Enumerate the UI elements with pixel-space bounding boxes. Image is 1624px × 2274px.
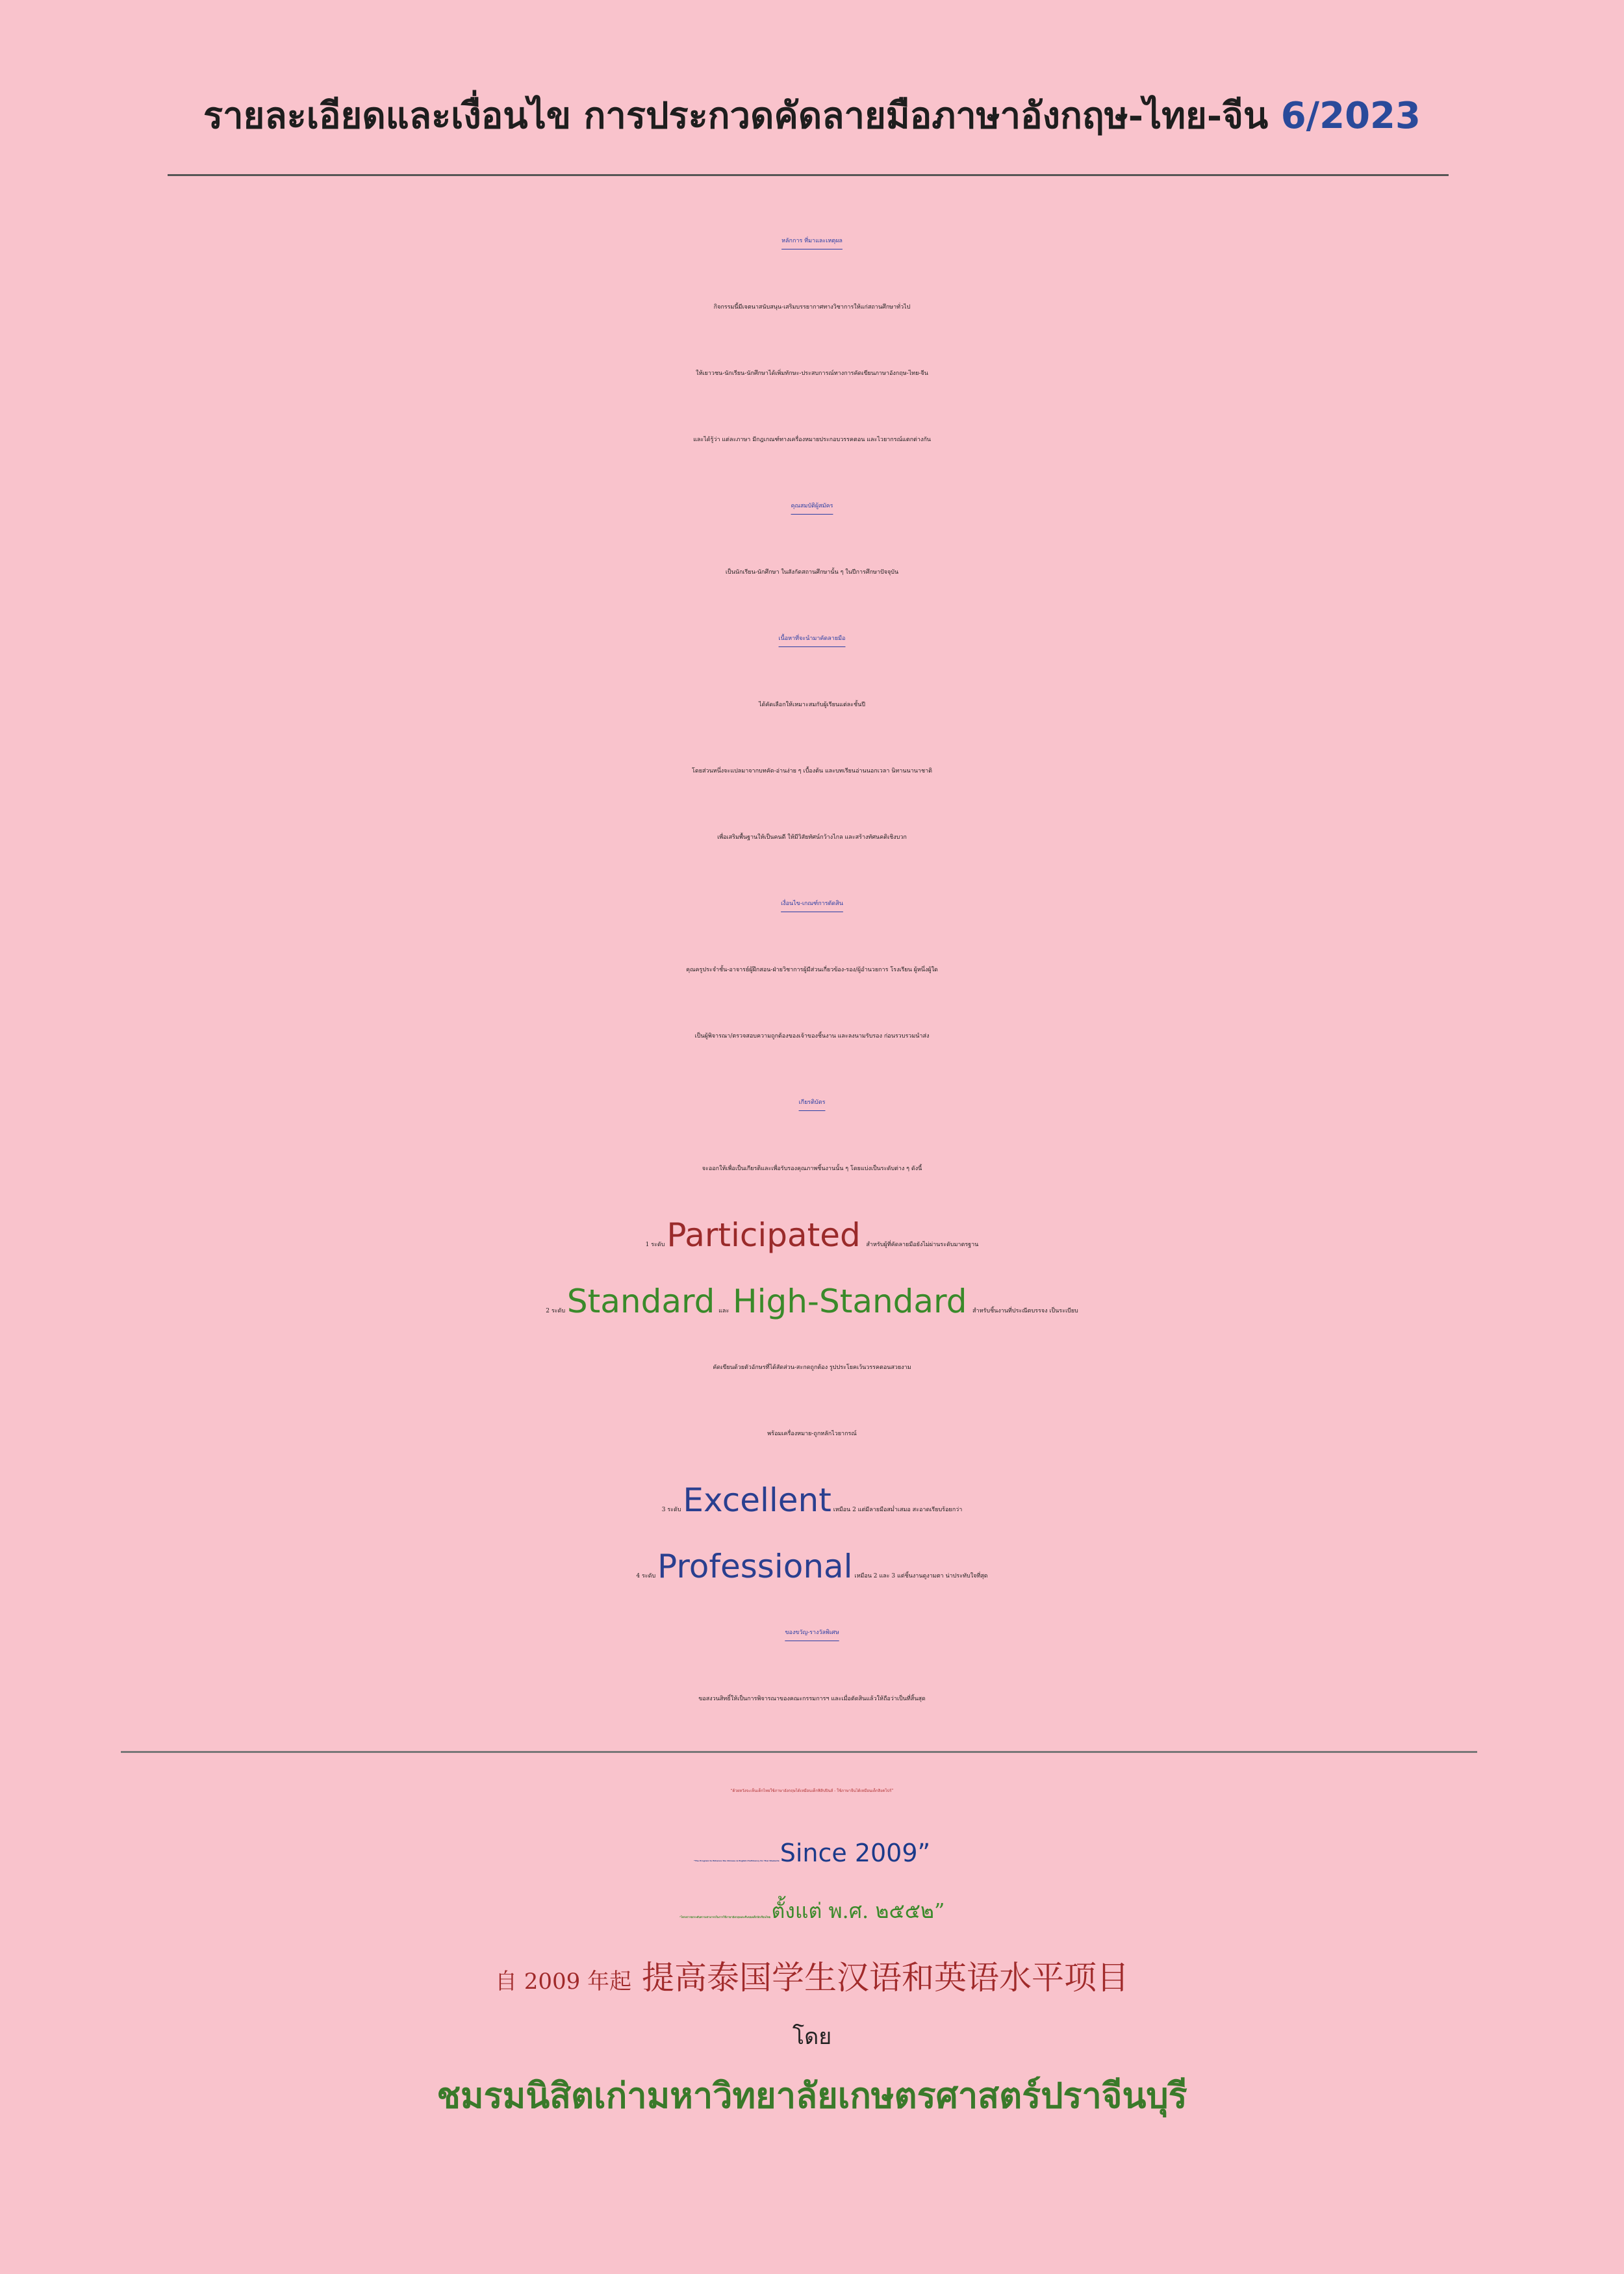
level-description: สำหรับชิ้นงานที่ประณีตบรรจง เป็นระเบียบ	[972, 1308, 1078, 1314]
section-heading-prize: ของขวัญ-รางวัลพิเศษ	[785, 1629, 839, 1636]
program-name-th	[0, 1887, 1624, 1941]
title-divider	[168, 174, 1449, 176]
level-name-standard: Standard	[566, 1283, 715, 1320]
section-heading-certificate: เกียรติบัตร	[798, 1099, 826, 1106]
level-name-excellent: Excellent	[683, 1481, 831, 1519]
level-name-high-standard: High-Standard	[733, 1283, 967, 1320]
principle-line: กิจกรรมนี้มีเจตนาสนับสนุน-เสริมบรรยากาศทางวิชาการให้แก่สถานศึกษาทั่วไป	[713, 304, 911, 311]
footer	[0, 1754, 1624, 2131]
content-line: โดยส่วนหนึ่งจะแปลมาจากบทคัด-อ่านง่าย ๆ เบื้องต้น และบทเรียนอ่านนอกเวลา นิทานนานาชาติ	[692, 768, 932, 774]
content-line: ได้คัดเลือกให้เหมาะสมกับผู้เรียนแต่ละชั้นปี	[758, 702, 865, 708]
content-line: เพื่อเสริมพื้นฐานให้เป็นคนดี ให้มีวิสัยทัศน์กว้างไกล และสร้างทัศนคติเชิงบวก	[717, 834, 907, 841]
title-text: รายละเอียดและเงื่อนไข การประกวดคัดลายมือภาษาอังกฤษ-ไทย-จีน	[203, 94, 1269, 137]
program-name-en-text: “The Program to Enhance the Chinese & English Proficiency for Thai Students	[693, 1859, 780, 1862]
level-description: สำหรับผู้ที่คัดลายมือยังไม่ผ่านระดับมาตรฐาน	[866, 1242, 979, 1248]
level-number: 1 ระดับ	[645, 1242, 665, 1248]
program-since-cn: 自 2009 年起	[494, 1969, 632, 1995]
section-heading-content: เนื้อหาที่จะนำมาคัดลายมือ	[778, 635, 846, 642]
level-joiner: และ	[718, 1308, 730, 1314]
footer-divider	[121, 1751, 1477, 1753]
program-name-th-text: “โครงการยกระดับความสามารถในการใช้ภาษาอังกฤษและจีนของเด็กนักเรียนไทย	[679, 1915, 771, 1919]
motto-quote: “ด้วยหวังจะเห็นเด็กไทยใช้ภาษาอังกฤษได้เหมือนเด็กฟิลิปปินส์ - ใช้ภาษาจีนได้เหมือนเด็กสิงคโปร์”	[730, 1789, 894, 1793]
section-heading-qualification: คุณสมบัติผู้สมัคร	[791, 503, 833, 509]
program-name-cn-text: 提高泰国学生汉语和英语水平项目	[642, 1959, 1130, 1997]
program-name-en	[0, 1827, 1624, 1887]
program-name-cn	[0, 1945, 1624, 2014]
principle-line: ให้เยาวชน-นักเรียน-นักศึกษาได้เพิ่มทักษะ-ประสบการณ์ทางการคัดเขียนภาษาอังกฤษ-ไทย-จีน	[696, 370, 928, 377]
certificate-intro: จะออกให้เพื่อเป็นเกียรติและเพื่อรับรองคุณภาพชิ้นงานนั้น ๆ โดยแบ่งเป็นระดับต่าง ๆ ดังนี้	[702, 1166, 922, 1172]
certificate-level-2-cont: พร้อมเครื่องหมาย-ถูกหลักไวยากรณ์	[767, 1431, 857, 1437]
program-since-th: ตั้งแต่ พ.ศ. ๒๕๕๒”	[771, 1898, 945, 1923]
level-name-participated: Participated	[666, 1216, 861, 1254]
level-name-professional: Professional	[657, 1548, 853, 1585]
organizer-name: ชมรมนิสิตเก่ามหาวิทยาลัยเกษตรศาสตร์ปราจีนบุรี	[437, 2075, 1187, 2116]
level-number: 4 ระดับ	[636, 1573, 656, 1579]
qualification-line: เป็นนักเรียน-นักศึกษา ในสังกัดสถานศึกษานั้น ๆ ในปีการศึกษาปัจจุบัน	[725, 569, 899, 576]
certificate-level-4	[0, 1533, 1624, 1600]
criteria-line: คุณครูประจำชั้น-อาจารย์ผู้ฝึกสอน-ฝ่ายวิชาการผู้มีส่วนเกี่ยวข้อง-รอง/ผู้อำนวยการ โรงเรียน ผู้หนึ่งผู้ใด	[686, 967, 938, 973]
certificate-level-1	[0, 1202, 1624, 1268]
content-body	[0, 208, 1624, 1732]
program-since-en: Since 2009”	[780, 1839, 931, 1867]
level-description: เหมือน 2 แต่มีลายมือสม่ำเสมอ สะอาดเรียบร้อยกว่า	[833, 1507, 963, 1513]
section-heading-criteria: เงื่อนไข-เกณฑ์การตัดสิน	[781, 901, 843, 907]
section-heading-principle: หลักการ ที่มาและเหตุผล	[781, 238, 843, 244]
level-number: 3 ระดับ	[661, 1507, 681, 1513]
edition-label: 6/2023	[1280, 95, 1421, 137]
certificate-level-3	[0, 1467, 1624, 1533]
page-title	[0, 90, 1624, 142]
certificate-level-2-cont: คัดเขียนด้วยตัวอักษรที่ได้สัดส่วน-สะกดถูกต้อง รูปประโยคเว้นวรรคตอนสวยงาม	[713, 1364, 911, 1371]
principle-line: และได้รู้ว่า แต่ละภาษา มีกฎเกณฑ์ทางเครื่องหมายประกอบวรรคตอน และไวยากรณ์แตกต่างกัน	[693, 437, 931, 443]
prize-line: ขอสงวนสิทธิ์ให้เป็นการพิจารณาของคณะกรรมการฯ และเมื่อตัดสินแล้วให้ถือว่าเป็นที่สิ้นสุด	[698, 1696, 926, 1702]
level-description: เหมือน 2 และ 3 แต่ชิ้นงานดูงามตา น่าประทับใจที่สุด	[854, 1573, 988, 1579]
certificate-level-2	[0, 1268, 1624, 1335]
by-label: โดย	[792, 2024, 832, 2050]
criteria-line: เป็นผู้พิจารณา/ตรวจสอบความถูกต้องของเจ้าของชิ้นงาน และลงนามรับรอง ก่อนรวบรวมนำส่ง	[694, 1033, 930, 1040]
level-number: 2 ระดับ	[546, 1308, 566, 1314]
